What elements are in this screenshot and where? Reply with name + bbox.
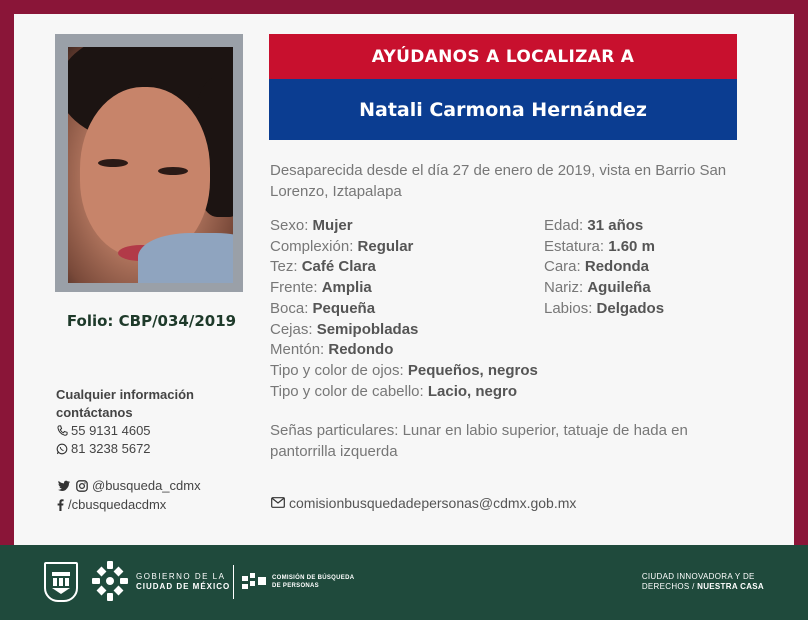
comision-logo	[242, 573, 268, 591]
attributes-right	[544, 216, 664, 320]
attr-row: Nariz: Aguileña	[544, 279, 651, 297]
attr-row: Frente: Amplia	[270, 279, 372, 297]
phone-row	[56, 422, 256, 440]
twitter-icon[interactable]	[56, 480, 71, 492]
person-photo	[68, 47, 233, 283]
attr-row: Estatura: 1.60 m	[544, 237, 655, 255]
gobierno-text: GOBIERNO DE LA CIUDAD DE MÉXICO	[136, 572, 231, 591]
distinguishing-marks: Señas particulares: Lunar en labio superior, tatuaje de hada en pantorrilla izquerda	[270, 422, 688, 460]
email-icon	[270, 497, 285, 509]
attr-row: Complexión: Regular	[270, 237, 414, 255]
phone-icon	[56, 425, 68, 437]
contact-block	[56, 386, 256, 458]
attr-row: Edad: 31 años	[544, 217, 644, 234]
facebook-icon[interactable]	[56, 499, 65, 511]
facebook-handle[interactable]: /cbusquedacdmx	[68, 497, 167, 512]
attr-row: Sexo: Mujer	[270, 217, 353, 234]
innovadora-text: CIUDAD INNOVADORA Y DE DERECHOS / NUESTRA CASA	[641, 572, 764, 591]
contact-title-1: Cualquier información	[56, 387, 194, 402]
attr-row: Cejas: Semipobladas	[270, 320, 419, 338]
attr-row: Mentón: Redondo	[270, 341, 394, 359]
comision-text: COMISIÓN DE BÚSQUEDA DE PERSONAS	[272, 575, 355, 589]
email-row	[270, 495, 576, 511]
whatsapp-number[interactable]: 81 3238 5672	[71, 441, 151, 456]
attr-row: Cara: Redonda	[544, 258, 650, 276]
footer-divider	[233, 565, 234, 599]
attr-row: Tipo y color de cabello: Lacio, negro	[270, 382, 518, 400]
attributes-left	[270, 216, 538, 402]
missing-person-name: Natali Carmona Hernández	[269, 79, 737, 140]
footer-bar	[0, 545, 808, 620]
email-address[interactable]: comisionbusquedadepersonas@cdmx.gob.mx	[289, 495, 577, 511]
banner-heading: AYÚDANOS A LOCALIZAR A	[269, 34, 737, 79]
whatsapp-row	[56, 440, 256, 458]
attr-row: Tez: Café Clara	[270, 258, 376, 276]
attr-row: Boca: Pequeña	[270, 299, 376, 317]
instagram-icon[interactable]	[74, 480, 89, 492]
person-photo-frame	[55, 34, 243, 292]
attr-row: Tipo y color de ojos: Pequeños, negros	[270, 361, 538, 379]
cdmx-emblem-logo	[90, 559, 130, 603]
attr-row: Labios: Delgados	[544, 299, 665, 317]
contact-title-2: contáctanos	[56, 405, 133, 420]
social-block	[56, 476, 201, 514]
disappearance-description: Desaparecida desde el día 27 de enero de 2019, vista en Barrio San Lorenzo, Iztapalapa	[270, 162, 727, 200]
social-handle[interactable]: @busqueda_cdmx	[92, 478, 201, 493]
folio-number: Folio: CBP/034/2019	[66, 312, 237, 330]
whatsapp-icon	[56, 443, 68, 455]
cdmx-shield-logo	[44, 562, 78, 602]
phone-number[interactable]: 55 9131 4605	[71, 423, 151, 438]
